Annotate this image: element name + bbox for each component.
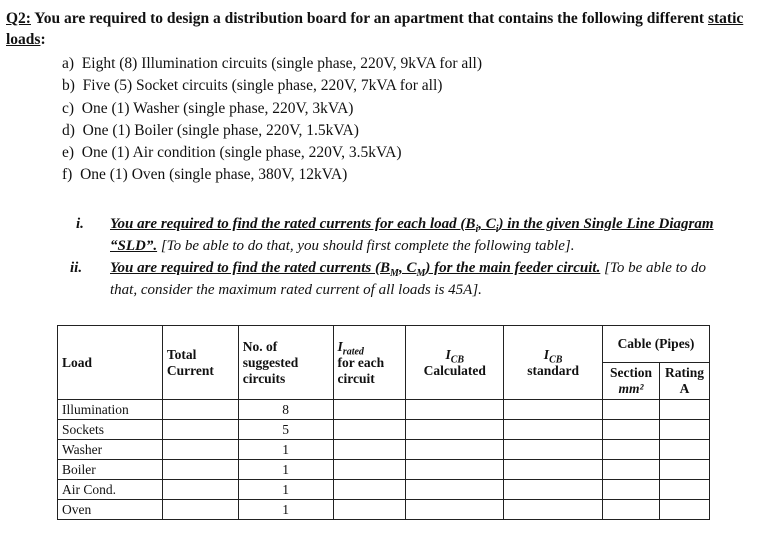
task-i: [76, 213, 730, 257]
cell-irated[interactable]: [333, 480, 406, 500]
cell-irated[interactable]: [333, 440, 406, 460]
cell-section[interactable]: [603, 480, 660, 500]
task-number: i.: [76, 216, 84, 232]
header-i-rated: [333, 326, 406, 400]
list-item: b) Five (5) Socket circuits (single phase, 220V, 7kVA for all): [62, 77, 443, 95]
task-text: , C: [398, 260, 417, 276]
icb-label: standard: [527, 362, 579, 378]
rating-unit: A: [679, 381, 690, 396]
task-sub: M: [390, 268, 399, 279]
header-rating: [659, 363, 709, 400]
task-ii: [70, 257, 730, 301]
section-unit: mm²: [618, 381, 644, 396]
cell-icb-std[interactable]: [504, 500, 603, 520]
question-underlined-term: static loads: [6, 10, 744, 48]
cell-irated[interactable]: [333, 420, 406, 440]
cell-load: Illumination: [58, 400, 163, 420]
cell-rating[interactable]: [659, 400, 709, 420]
cell-rating[interactable]: [659, 460, 709, 480]
cell-total[interactable]: [162, 480, 238, 500]
task-note: [To be able to do that, consider the maximum rated current of all loads is 45A].: [110, 260, 707, 298]
cell-rating[interactable]: [659, 480, 709, 500]
cell-load: Boiler: [58, 460, 163, 480]
cell-circuits: 1: [238, 480, 333, 500]
cell-irated[interactable]: [333, 500, 406, 520]
header-cable: Cable (Pipes): [603, 326, 710, 363]
cell-total[interactable]: [162, 420, 238, 440]
cell-icb-calc[interactable]: [406, 500, 504, 520]
table-row: [58, 480, 710, 500]
cell-icb-std[interactable]: [504, 420, 603, 440]
rating-label: Rating: [664, 365, 704, 380]
cell-icb-std[interactable]: [504, 400, 603, 420]
task-note: [To be able to do that, you should first complete the following table].: [157, 238, 575, 254]
cell-icb-calc[interactable]: [406, 480, 504, 500]
task-sub: i: [495, 224, 499, 235]
task-text: ) in the given Single Line Diagram “SLD”.: [110, 216, 714, 254]
header-num-circuits: No. of suggested circuits: [238, 326, 333, 400]
cell-circuits: 1: [238, 500, 333, 520]
cell-section[interactable]: [603, 460, 660, 480]
table-row: [58, 500, 710, 520]
cell-irated[interactable]: [333, 460, 406, 480]
cell-icb-calc[interactable]: [406, 440, 504, 460]
list-item: a) Eight (8) Illumination circuits (single phase, 220V, 9kVA for all): [62, 55, 483, 72]
list-item: e) One (1) Air condition (single phase, 220V, 3.5kVA): [62, 144, 402, 162]
list-item: d) One (1) Boiler (single phase, 220V, 1.5kVA): [62, 121, 359, 139]
cell-total[interactable]: [162, 460, 238, 480]
cell-total[interactable]: [162, 440, 238, 460]
header-icb-standard: [504, 326, 603, 400]
header-total-current: Total Current: [162, 326, 238, 400]
table-row: [58, 440, 710, 460]
cell-load: Sockets: [58, 420, 163, 440]
table-row: [58, 420, 710, 440]
i-subscript: rated: [342, 346, 364, 358]
task-statement: [110, 260, 601, 279]
table-row: [58, 460, 710, 480]
cell-circuits: 5: [238, 420, 333, 440]
i-symbol: I: [445, 346, 451, 362]
cell-section[interactable]: [603, 420, 660, 440]
cell-load: Air Cond.: [58, 480, 163, 500]
list-item: c) One (1) Washer (single phase, 220V, 3kVA): [62, 99, 354, 117]
cell-icb-std[interactable]: [504, 460, 603, 480]
task-sub: i: [475, 224, 479, 235]
cell-section[interactable]: [603, 400, 660, 420]
cell-load: Washer: [58, 440, 163, 460]
cell-circuits: 1: [238, 460, 333, 480]
task-text: You are required to find the rated currents for each load (B: [110, 216, 476, 232]
question-heading: [6, 8, 751, 50]
cell-rating[interactable]: [659, 500, 709, 520]
cell-section[interactable]: [603, 440, 660, 460]
task-text: , C: [478, 216, 496, 232]
cell-load: Oven: [58, 500, 163, 520]
cell-icb-calc[interactable]: [406, 460, 504, 480]
cell-circuits: 8: [238, 400, 333, 420]
header-section: [603, 363, 660, 400]
cell-irated[interactable]: [333, 400, 406, 420]
list-item: f) One (1) Oven (single phase, 380V, 12kVA): [62, 166, 348, 184]
cell-circuits: 1: [238, 440, 333, 460]
cell-total[interactable]: [162, 500, 238, 520]
task-sub: M: [416, 268, 426, 279]
i-symbol: I: [543, 346, 550, 362]
header-load: Load: [58, 326, 163, 400]
i-subscript: CB: [450, 354, 465, 366]
icb-label: Calculated: [423, 362, 486, 378]
i-rated-text: for each circuit: [337, 354, 385, 386]
table-row: [58, 400, 710, 420]
task-text: ) for the main feeder circuit.: [425, 260, 601, 276]
question-text: You are required to design a distribution board for an apartment that contains the following different: [30, 10, 708, 27]
cell-rating[interactable]: [659, 420, 709, 440]
cell-icb-std[interactable]: [504, 440, 603, 460]
cell-icb-calc[interactable]: [406, 400, 504, 420]
question-number: Q2:: [6, 10, 31, 27]
task-number: ii.: [70, 260, 83, 276]
load-list: [62, 53, 482, 187]
header-icb-calculated: [406, 326, 504, 400]
cell-icb-calc[interactable]: [406, 420, 504, 440]
cell-rating[interactable]: [659, 440, 709, 460]
i-symbol: I: [337, 338, 343, 354]
section-label: Section: [609, 365, 652, 380]
cell-total[interactable]: [162, 400, 238, 420]
question-text-end: :: [40, 31, 46, 48]
cell-icb-std[interactable]: [504, 480, 603, 500]
design-table: [57, 325, 710, 520]
cell-section[interactable]: [603, 500, 660, 520]
i-subscript: CB: [549, 354, 563, 366]
task-text: You are required to find the rated currents (B: [110, 260, 391, 276]
